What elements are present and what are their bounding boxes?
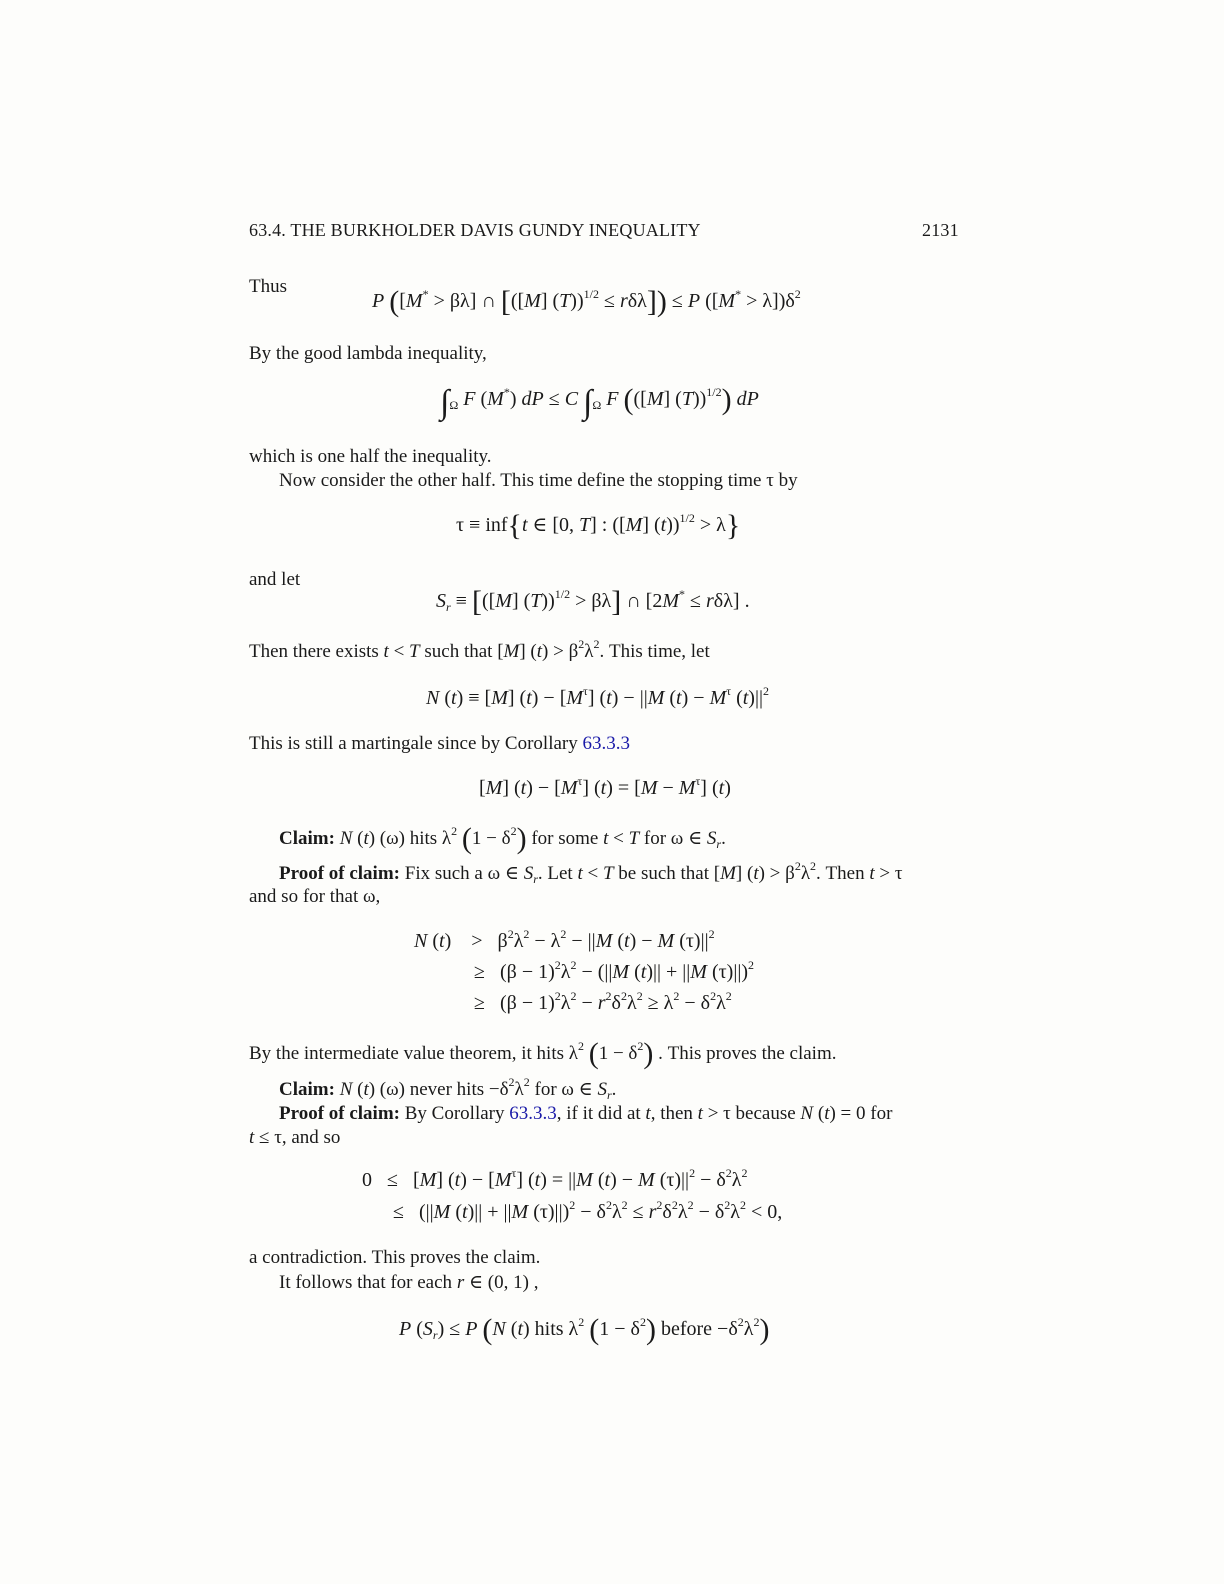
proof-2-text-a: By Corollary — [404, 1103, 505, 1124]
equation-4: $S_r \equiv [([M] (T))^{1/2} > \beta\lambda]$ ∩ [2M* ≤ rδλ] . — [436, 585, 750, 618]
running-header: 63.4. THE BURKHOLDER DAVIS GUNDY INEQUALITY — [249, 220, 701, 240]
text-still-martingale — [249, 733, 630, 755]
claim-1: Claim: N (t) (ω) hits $\lambda^2$ $(1 - \delta^2)$ for some t < T for ω ∈ $S_r$. — [279, 822, 726, 855]
text-ivt: By the intermediate value theorem, it hits $\lambda^2$ $(1 - \delta^2)$ . This proves the claim. — [249, 1037, 837, 1070]
equation-2: $\int_\Omega$ F (M*) dP ≤ C $\int_\Omega$ F (([M] (T))$^{1/2}$) dP — [440, 383, 759, 421]
proof-1: Proof of claim: Fix such a ω ∈ $S_r$. Let t < T be such that [M] $(t) > \beta^2\lambda^2$. Then t > τ — [279, 859, 903, 886]
proof-1-head: Proof of claim: — [279, 863, 400, 884]
text-proof1-cont: and so for that ω, — [249, 886, 381, 907]
text-and-let: and let — [249, 569, 301, 590]
equation-1: P ([M* > βλ] ∩ [([M] (T))$^{1/2}$ ≤ rδλ]) ≤ P $([M^* > \lambda])\delta^2$ — [372, 285, 801, 318]
text-thus: Thus — [249, 276, 287, 297]
equation-6: [M] $(t) - [M^\tau] (t) = [M - M^\tau]$ (t) — [479, 774, 731, 799]
equation-9: P $(S_r) \le P$ (N (t) hits $\lambda^2$ $(1 - \delta^2)$ before $-\delta^2\lambda^2$) — [399, 1313, 770, 1346]
text-proof2-cont: t ≤ τ, and so — [249, 1127, 341, 1148]
equation-8-row-2: ≤ (||M (t)|| + ||M $(\tau)||)^2 - \delta^2\lambda^2 \le r^2\delta^2\lambda^2 - \delta^2\lambda^2 < 0$, — [393, 1198, 783, 1223]
text-one-half: which is one half the inequality. — [249, 446, 492, 467]
proof-2: Proof of claim: By Corollary 63.3.3, if it did at t, then t > τ because N (t) = 0 for — [279, 1103, 893, 1124]
page-number: 2131 — [922, 220, 959, 240]
equation-5: N (t) ≡ [M] $(t) - [M^\tau] (t) - ||M$ $(t) - M^\tau$ $(t)||^2$ — [426, 684, 769, 709]
text-contradiction: a contradiction. This proves the claim. — [249, 1247, 541, 1268]
proof-2-head: Proof of claim: — [279, 1103, 400, 1124]
equation-8-row-1: 0 ≤ [M] $(t) - [M^\tau] (t) = ||M$ (t) − M $(\tau)||^2 - \delta^2\lambda^2$ — [362, 1166, 748, 1191]
text-then-exists: Then there exists t < T such that [M] $(t) > \beta^2\lambda^2$. This time, let — [249, 637, 710, 662]
claim-1-head: Claim: — [279, 828, 335, 849]
text-follows: It follows that for each r ∈ (0, 1) , — [279, 1272, 539, 1293]
equation-7-row-1: N (t) > $\beta^2\lambda^2 - \lambda^2 - ||M$ (t) − M $(\tau)||^2$ — [414, 927, 715, 952]
equation-7-row-3: ≥ $(\beta - 1)^2\lambda^2 - r^2\delta^2\lambda^2 \ge \lambda^2 - \delta^2\lambda^2$ — [474, 989, 732, 1014]
equation-7-row-2: ≥ $(\beta - 1)^2\lambda^2 - (||M$ (t)|| + ||M (τ)||)$^2$ — [474, 958, 754, 983]
text-now-consider: Now consider the other half. This time define the stopping time τ by — [279, 470, 798, 491]
claim-2-head: Claim: — [279, 1079, 335, 1100]
text-good-lambda: By the good lambda inequality, — [249, 343, 487, 364]
corollary-link-2[interactable]: 63.3.3 — [509, 1103, 557, 1124]
equation-3: τ ≡ inf{t ∈ [0, T] : ([M] (t))$^{1/2}$ > λ} — [456, 509, 741, 542]
still-martingale-text: This is still a martingale since by Corollary — [249, 733, 578, 754]
claim-2: Claim: N (t) (ω) never hits $-\delta^2\lambda^2$ for ω ∈ $S_r$. — [279, 1075, 617, 1102]
corollary-link-1[interactable]: 63.3.3 — [582, 733, 630, 754]
